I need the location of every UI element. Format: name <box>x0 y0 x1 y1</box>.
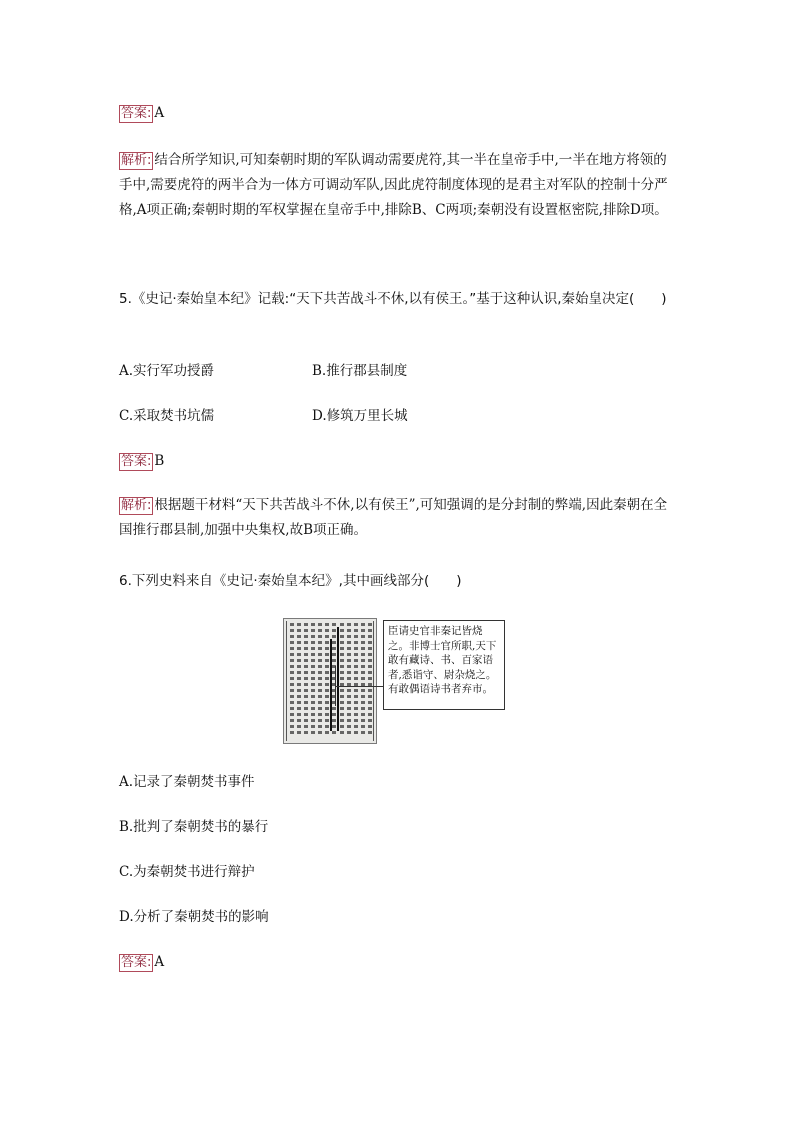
answer-label: 答案: <box>121 454 152 469</box>
q5-option-b[interactable]: B.推行郡县制度 <box>312 363 408 379</box>
q5-option-a[interactable]: A.实行军功授爵 <box>119 363 215 379</box>
q6-option-c[interactable]: C.为秦朝焚书进行辩护 <box>119 864 255 880</box>
q6-option-b[interactable]: B.批判了秦朝焚书的暴行 <box>119 819 269 835</box>
q5-option-d[interactable]: D.修筑万里长城 <box>312 408 408 424</box>
historical-text-figure <box>283 618 515 742</box>
analysis-text: 结合所学知识,可知秦朝时期的军队调动需要虎符,其一半在皇帝手中,一半在地方将领的手中,需要虎符的两半合为一体方可调动军队,因此虎符制度体现的是君主对军队的控制十分严格,A项正确;秦朝时期的军权掌握在皇帝手中,排除B、C两项;秦朝没有设置枢密院,排除D项。 <box>119 152 668 218</box>
question-5-stem: 5.《史记·秦始皇本纪》记载:“天下共苦战斗不休,以有侯王。”基于这种认识,秦始皇决定( ) <box>119 291 667 307</box>
callout-box: 臣请史官非秦记皆烧之。非博士官所职,天下敢有藏诗、书、百家语者,悉诣守、尉杂烧之。有敢偶语诗书者弃市。 <box>383 620 505 710</box>
ancient-book-scan <box>283 618 377 744</box>
analysis-label: 解析: <box>121 153 152 168</box>
answer-value: B <box>154 453 165 469</box>
answer-4 <box>119 101 679 126</box>
answer-6 <box>119 950 679 975</box>
analysis-text: 根据题干材料“天下共苦战斗不休,以有侯王”,可知强调的是分封制的弊端,因此秦朝在全国推行郡县制,加强中央集权,故B项正确。 <box>119 497 668 538</box>
answer-label: 答案: <box>121 955 152 970</box>
analysis-label: 解析: <box>121 498 152 513</box>
answer-value: A <box>154 954 165 970</box>
analysis-5 <box>119 493 679 543</box>
answer-value: A <box>154 105 165 121</box>
question-6-stem: 6.下列史料来自《史记·秦始皇本纪》,其中画线部分( ) <box>119 573 462 589</box>
q6-option-a[interactable]: A.记录了秦朝焚书事件 <box>119 774 255 790</box>
q6-option-d[interactable]: D.分析了秦朝焚书的影响 <box>119 909 269 925</box>
answer-5 <box>119 449 679 474</box>
callout-leader <box>335 686 383 687</box>
analysis-4 <box>119 148 679 223</box>
q5-option-c[interactable]: C.采取焚书坑儒 <box>119 408 215 424</box>
answer-label: 答案: <box>121 106 152 121</box>
